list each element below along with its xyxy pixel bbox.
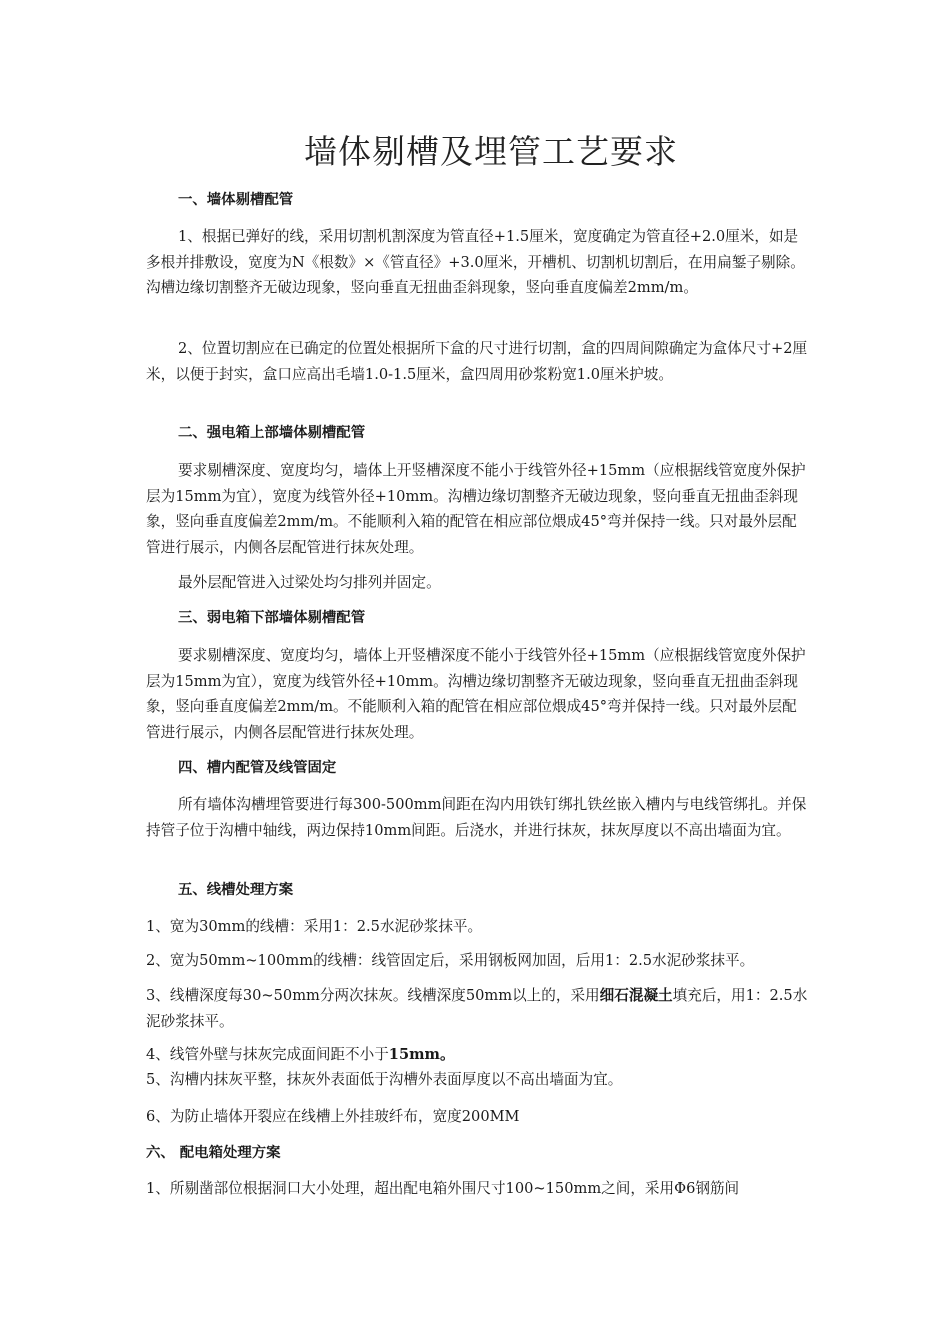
section-2-paragraph-1: 要求剔槽深度、宽度均匀，墙体上开竖槽深度不能小于线管外径+15mm（应根据线管宽度外保护层为15mm为宜），宽度为线管外径+10mm。沟槽边缘切割整齐无破边现象，竖向垂直无扭曲歪斜现象，竖向垂直度偏差2mm/m。不能顺利入箱的配管在相应部位煨成45°弯并保持一线。只对最外层配管进行展示，内侧各层配管进行抹灰处理。	[146, 462, 806, 556]
section-5-item-1: 1、宽为30mm的线槽：采用1：2.5水泥砂浆抹平。	[146, 918, 483, 935]
item-3-text-c: 填充后，用1：2.5水泥砂浆抹平。	[146, 987, 808, 1030]
section-1-heading: 一、墙体剔槽配管	[178, 192, 294, 208]
section-1-paragraph-1: 1、根据已弹好的线，采用切割机割深度为管直径+1.5厘米，宽度确定为管直径+2.0厘米，如是多根并排敷设，宽度为N《根数》×《管直径》+3.0厘米，开槽机、切割机切割后，在用扁錾子剔除。沟槽边缘切割整齐无破边现象，竖向垂直无扭曲歪斜现象，竖向垂直度偏差2mm/m。	[146, 228, 805, 296]
section-5-item-6: 6、为防止墙体开裂应在线槽上外挂玻纤布，宽度200MM	[146, 1108, 520, 1125]
section-5-item-3	[146, 983, 810, 1034]
item-3-bold-material: 细石混凝土	[599, 987, 673, 1004]
section-2-paragraph-2: 最外层配管进入过梁处均匀排列并固定。	[178, 574, 441, 591]
section-3-heading: 三、弱电箱下部墙体剔槽配管	[178, 610, 366, 626]
section-2-heading: 二、强电箱上部墙体剔槽配管	[178, 425, 366, 441]
section-6-heading: 六、 配电箱处理方案	[146, 1145, 281, 1161]
document-title: 墙体剔槽及埋管工艺要求	[304, 132, 678, 171]
section-5-item-4	[146, 1042, 810, 1068]
item-4-bold-value: 15mm。	[388, 1046, 455, 1063]
section-1-paragraph-2: 2、位置切割应在已确定的位置处根据所下盒的尺寸进行切割，盒的四周间隙确定为盒体尺寸+2厘米，以便于封实，盒口应高出毛墙1.0-1.5厘米，盒四周用砂浆粉宽1.0厘米护坡。	[146, 340, 808, 383]
item-3-text-a: 3、线槽深度每30~50mm分两次抹灰。线槽深度50mm以上的，采用	[146, 987, 600, 1004]
section-3-paragraph-1: 要求剔槽深度、宽度均匀，墙体上开竖槽深度不能小于线管外径+15mm（应根据线管宽度外保护层为15mm为宜），宽度为线管外径+10mm。沟槽边缘切割整齐无破边现象，竖向垂直无扭曲歪斜现象，竖向垂直度偏差2mm/m。不能顺利入箱的配管在相应部位煨成45°弯并保持一线。只对最外层配管进行展示，内侧各层配管进行抹灰处理。	[146, 647, 806, 741]
section-5-item-2: 2、宽为50mm~100mm的线槽：线管固定后，采用钢板网加固，后用1：2.5水泥砂浆抹平。	[146, 952, 755, 969]
item-4-text-a: 4、线管外壁与抹灰完成面间距不小于	[146, 1046, 389, 1063]
section-5-item-5: 5、沟槽内抹灰平整，抹灰外表面低于沟槽外表面厚度以不高出墙面为宜。	[146, 1071, 623, 1088]
section-6-item-1: 1、所剔凿部位根据洞口大小处理，超出配电箱外围尺寸100~150mm之间，采用Φ6钢筋间	[146, 1180, 740, 1197]
section-4-heading: 四、槽内配管及线管固定	[178, 760, 337, 776]
section-4-paragraph-1: 所有墙体沟槽埋管要进行每300-500mm间距在沟内用铁钉绑扎铁丝嵌入槽内与电线管绑扎。并保持管子位于沟槽中轴线，两边保持10mm间距。后浇水，并进行抹灰，抹灰厚度以不高出墙面为宜。	[146, 796, 807, 839]
section-5-heading: 五、线槽处理方案	[178, 882, 294, 898]
